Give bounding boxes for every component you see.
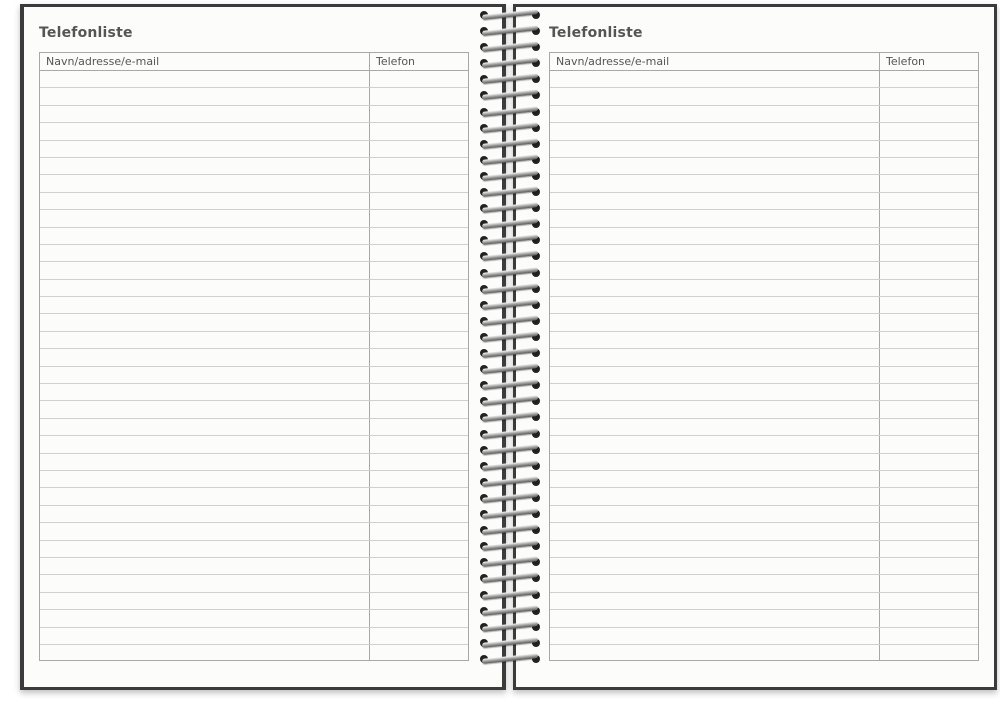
spiral-coil <box>480 219 540 229</box>
spiral-coil <box>480 348 540 358</box>
spiral-coil <box>480 107 540 117</box>
right-table-row <box>550 193 978 210</box>
left-table-row <box>40 71 468 88</box>
spiral-wire <box>482 556 538 567</box>
left-table-row <box>40 593 468 610</box>
spiral-coil <box>480 445 540 455</box>
left-table-row <box>40 175 468 192</box>
right-table-row <box>550 349 978 366</box>
spiral-wire <box>482 154 538 165</box>
spiral-coil <box>480 300 540 310</box>
left-table-row <box>40 628 468 645</box>
spiral-wire <box>482 395 538 406</box>
left-table-row <box>40 367 468 384</box>
right-page-title: Telefonliste <box>549 25 643 41</box>
spiral-coil <box>480 316 540 326</box>
left-table-row <box>40 297 468 314</box>
left-table-row <box>40 384 468 401</box>
right-table-row <box>550 175 978 192</box>
spiral-wire <box>482 251 538 262</box>
spiral-coil <box>480 429 540 439</box>
spiral-coil <box>480 187 540 197</box>
left-table-row <box>40 610 468 627</box>
spiral-coil <box>480 573 540 583</box>
spiral-coil <box>480 284 540 294</box>
spiral-coil <box>480 638 540 648</box>
left-page <box>24 7 502 687</box>
spiral-wire <box>482 637 538 648</box>
spiral-coil <box>480 42 540 52</box>
right-table-row <box>550 158 978 175</box>
spiral-wire <box>482 57 538 68</box>
spiral-coil <box>480 364 540 374</box>
right-table-row <box>550 488 978 505</box>
left-table-header <box>40 53 468 71</box>
left-table-row <box>40 645 468 662</box>
spiral-wire <box>482 41 538 52</box>
left-header-phone: Telefon <box>376 55 416 68</box>
spiral-wire <box>482 476 538 487</box>
spiral-wire <box>482 412 538 423</box>
spiral-wire <box>482 524 538 535</box>
spiral-coil <box>480 74 540 84</box>
spiral-coil <box>480 139 540 149</box>
left-phone-table <box>39 52 469 661</box>
right-table-row <box>550 297 978 314</box>
spiral-wire <box>482 73 538 84</box>
right-table-row <box>550 384 978 401</box>
right-table-row <box>550 71 978 88</box>
right-table-row <box>550 454 978 471</box>
left-table-row <box>40 523 468 540</box>
spiral-coil <box>480 235 540 245</box>
left-table-row <box>40 262 468 279</box>
right-table-row <box>550 506 978 523</box>
spiral-wire <box>482 347 538 358</box>
spiral-coil <box>480 396 540 406</box>
spiral-wire <box>482 621 538 632</box>
spiral-coil <box>480 203 540 213</box>
spiral-coil <box>480 525 540 535</box>
spiral-wire <box>482 540 538 551</box>
spiral-coil <box>480 622 540 632</box>
left-table-row <box>40 314 468 331</box>
right-table-row <box>550 262 978 279</box>
spiral-coil <box>480 541 540 551</box>
right-table-row <box>550 575 978 592</box>
spiral-coil <box>480 509 540 519</box>
spiral-wire <box>482 492 538 503</box>
left-table-row <box>40 488 468 505</box>
left-table-row <box>40 558 468 575</box>
right-table-row <box>550 88 978 105</box>
right-table-row <box>550 280 978 297</box>
right-table-row <box>550 558 978 575</box>
left-table-row <box>40 541 468 558</box>
spiral-coil <box>480 268 540 278</box>
right-table-header <box>550 53 978 71</box>
spiral-wire <box>482 267 538 278</box>
spiral-wire <box>482 122 538 133</box>
spiral-wire <box>482 572 538 583</box>
left-table-row <box>40 401 468 418</box>
right-table-row <box>550 106 978 123</box>
spiral-coil <box>480 332 540 342</box>
spiral-wire <box>482 331 538 342</box>
spiral-wire <box>482 283 538 294</box>
spiral-coil <box>480 26 540 36</box>
left-table-row <box>40 228 468 245</box>
right-table-row <box>550 645 978 662</box>
left-table-row <box>40 141 468 158</box>
right-table-row <box>550 210 978 227</box>
right-table-row <box>550 228 978 245</box>
left-table-row <box>40 210 468 227</box>
spiral-wire <box>482 460 538 471</box>
spiral-wire <box>482 106 538 117</box>
right-table-row <box>550 367 978 384</box>
spiral-coil <box>480 380 540 390</box>
left-table-row <box>40 332 468 349</box>
spiral-coil <box>480 10 540 20</box>
spiral-coil <box>480 171 540 181</box>
left-table-row <box>40 123 468 140</box>
left-table-row <box>40 506 468 523</box>
left-table-row <box>40 349 468 366</box>
left-table-row <box>40 471 468 488</box>
spiral-wire <box>482 170 538 181</box>
right-table-row <box>550 419 978 436</box>
right-table-row <box>550 628 978 645</box>
left-table-row <box>40 419 468 436</box>
right-table-row <box>550 436 978 453</box>
spiral-wire <box>482 299 538 310</box>
left-table-row <box>40 245 468 262</box>
spiral-wire <box>482 363 538 374</box>
left-table-row <box>40 436 468 453</box>
spiral-coil <box>480 90 540 100</box>
right-table-rows <box>550 71 978 662</box>
right-header-name: Navn/adresse/e-mail <box>556 55 670 68</box>
spiral-coil <box>480 477 540 487</box>
spiral-coil <box>480 557 540 567</box>
spiral-wire <box>482 315 538 326</box>
spiral-coil <box>480 155 540 165</box>
spiral-wire <box>482 9 538 20</box>
spiral-wire <box>482 138 538 149</box>
left-header-name: Navn/adresse/e-mail <box>46 55 160 68</box>
right-table-row <box>550 123 978 140</box>
spiral-coil <box>480 493 540 503</box>
right-header-phone: Telefon <box>886 55 926 68</box>
spiral-coil <box>480 58 540 68</box>
left-table-row <box>40 193 468 210</box>
left-table-row <box>40 575 468 592</box>
spiral-wire <box>482 508 538 519</box>
spiral-wire <box>482 653 538 664</box>
spiral-wire <box>482 202 538 213</box>
right-table-row <box>550 541 978 558</box>
spiral-wire <box>482 218 538 229</box>
spiral-binding <box>476 10 542 680</box>
left-table-row <box>40 106 468 123</box>
spiral-coil <box>480 654 540 664</box>
right-page <box>516 7 994 687</box>
right-phone-table <box>549 52 979 661</box>
left-table-row <box>40 454 468 471</box>
right-table-row <box>550 401 978 418</box>
spiral-wire <box>482 90 538 101</box>
left-table-rows <box>40 71 468 662</box>
right-table-row <box>550 471 978 488</box>
spiral-wire <box>482 234 538 245</box>
spiral-wire <box>482 186 538 197</box>
spiral-wire <box>482 379 538 390</box>
left-table-row <box>40 88 468 105</box>
right-table-row <box>550 245 978 262</box>
right-table-row <box>550 593 978 610</box>
right-table-row <box>550 523 978 540</box>
right-table-row <box>550 610 978 627</box>
right-table-row <box>550 332 978 349</box>
left-table-row <box>40 280 468 297</box>
spiral-wire <box>482 428 538 439</box>
spiral-coil <box>480 606 540 616</box>
spiral-coil <box>480 123 540 133</box>
left-table-row <box>40 158 468 175</box>
spiral-coil <box>480 590 540 600</box>
right-table-row <box>550 314 978 331</box>
spiral-coil <box>480 461 540 471</box>
spiral-wire <box>482 25 538 36</box>
spiral-coil <box>480 251 540 261</box>
left-page-title: Telefonliste <box>39 25 133 41</box>
spiral-wire <box>482 605 538 616</box>
spiral-wire <box>482 444 538 455</box>
right-table-row <box>550 141 978 158</box>
spiral-coil <box>480 412 540 422</box>
spiral-wire <box>482 589 538 600</box>
